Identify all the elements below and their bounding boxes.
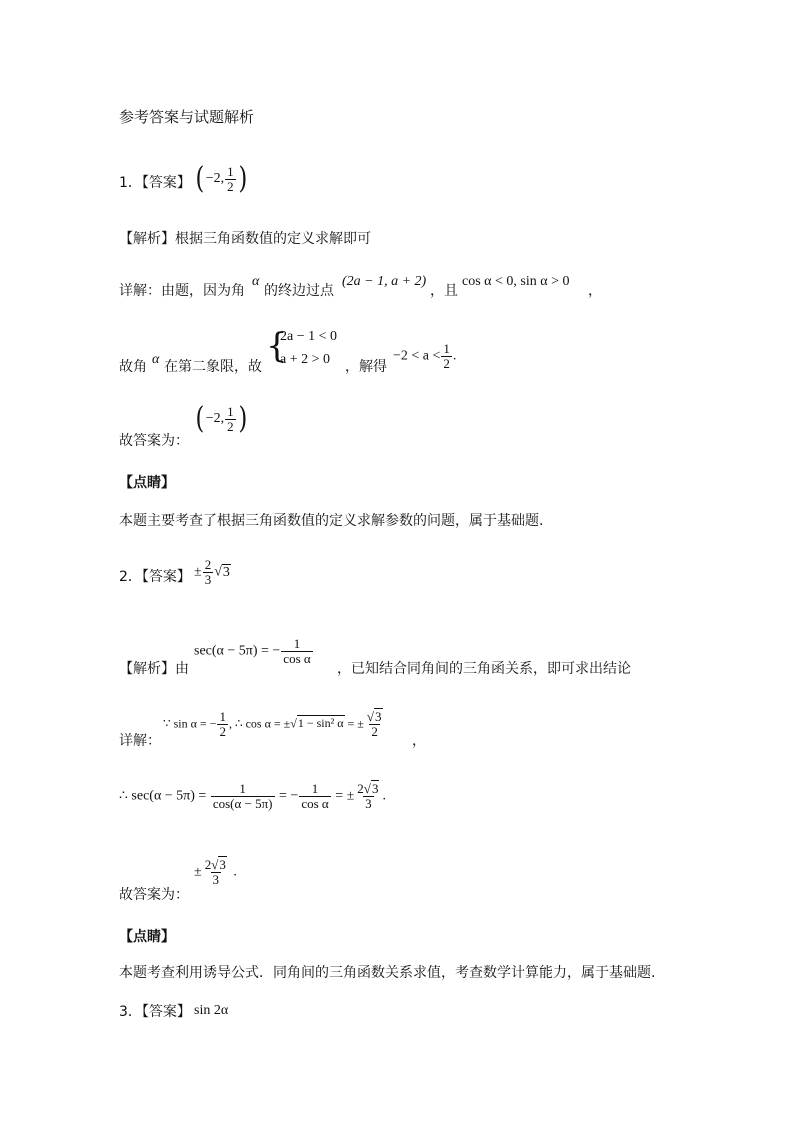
q2-final-math: ± $\frac{2√3}{3}$ . xyxy=(194,857,237,887)
q1-system-brace: { xyxy=(266,326,288,366)
q1-cond: cos α < 0, sin α > 0 xyxy=(462,274,570,289)
q2-final-label: 故答案为： xyxy=(119,887,189,903)
q3-answer-label: 3．【答案】 xyxy=(119,1004,191,1020)
page-title: 参考答案与试题解析 xyxy=(119,108,255,126)
q2-analysis-tail: ，已知结合同角间的三角函关系，即可求出结论 xyxy=(337,661,631,677)
q1-detail-and: ，且 xyxy=(430,283,458,299)
q2-detail-comma: ， xyxy=(412,733,426,749)
q2-note-label: 【点睛】 xyxy=(119,929,175,945)
q1-so-prefix: 故角 xyxy=(119,359,147,375)
q1-alpha-2: α xyxy=(152,352,160,367)
q1-sys-line1: 2a − 1 < 0 xyxy=(280,329,338,344)
q2-detail-label: 详解： xyxy=(119,733,161,749)
q1-alpha-1: α xyxy=(252,274,260,289)
q1-detail-prefix: 详解：由题，因为角 xyxy=(119,283,245,299)
q2-detail-math: ∵ sin α = − $\frac{1}{2}$ , ∴ cos α = ±√1 − sin² α = ± $\frac{√3}{2}$ xyxy=(163,709,382,739)
q1-so-mid: 在第二象限，故 xyxy=(164,359,262,375)
q1-analysis: 【解析】根据三角函数值的定义求解即可 xyxy=(119,231,371,247)
q1-point: (2a − 1, a + 2) xyxy=(342,274,427,289)
q3-answer-math: sin 2α xyxy=(194,1003,229,1018)
q1-sys-line2: a + 2 > 0 xyxy=(280,352,331,367)
q2-answer-label: 2．【答案】 xyxy=(119,569,191,585)
q1-note-text: 本题主要考查了根据三角函数值的定义求解参数的问题，属于基础题. xyxy=(119,513,544,529)
q1-answer-math: (−2, $\frac{1}{2}$ ) xyxy=(195,161,247,196)
q1-final-label: 故答案为： xyxy=(119,433,189,449)
q2-therefore-math: ∴ sec(α − 5π) = $\frac{1}{\cos(\alpha - 5\pi)}$ = − $\frac{1}{\text{cos α}}$ = ± $\frac{2√3}{3}$ . xyxy=(119,781,386,811)
q1-final-math: (−2, $\frac{1}{2}$ ) xyxy=(195,401,247,436)
q1-comma: ， xyxy=(588,283,602,299)
q1-note-label: 【点睛】 xyxy=(119,475,175,491)
q1-answer-label: 1．【答案】 xyxy=(119,175,191,191)
q1-solve: ，解得 xyxy=(345,359,387,375)
q2-answer-math: ± $\frac{2}{3}$ √3 xyxy=(194,557,230,587)
q2-analysis-label: 【解析】由 xyxy=(119,661,189,677)
q2-note-text: 本题考查利用诱导公式．同角间的三角函数关系求值，考查数学计算能力，属于基础题. xyxy=(119,965,656,981)
q1-detail-mid: 的终边过点 xyxy=(264,283,334,299)
q2-analysis-math: sec(α − 5π) = − $\frac{1}{\text{cos α}}$ xyxy=(194,636,311,666)
q1-ineq: −2 < a < $\frac{1}{2}$ . xyxy=(393,341,457,371)
